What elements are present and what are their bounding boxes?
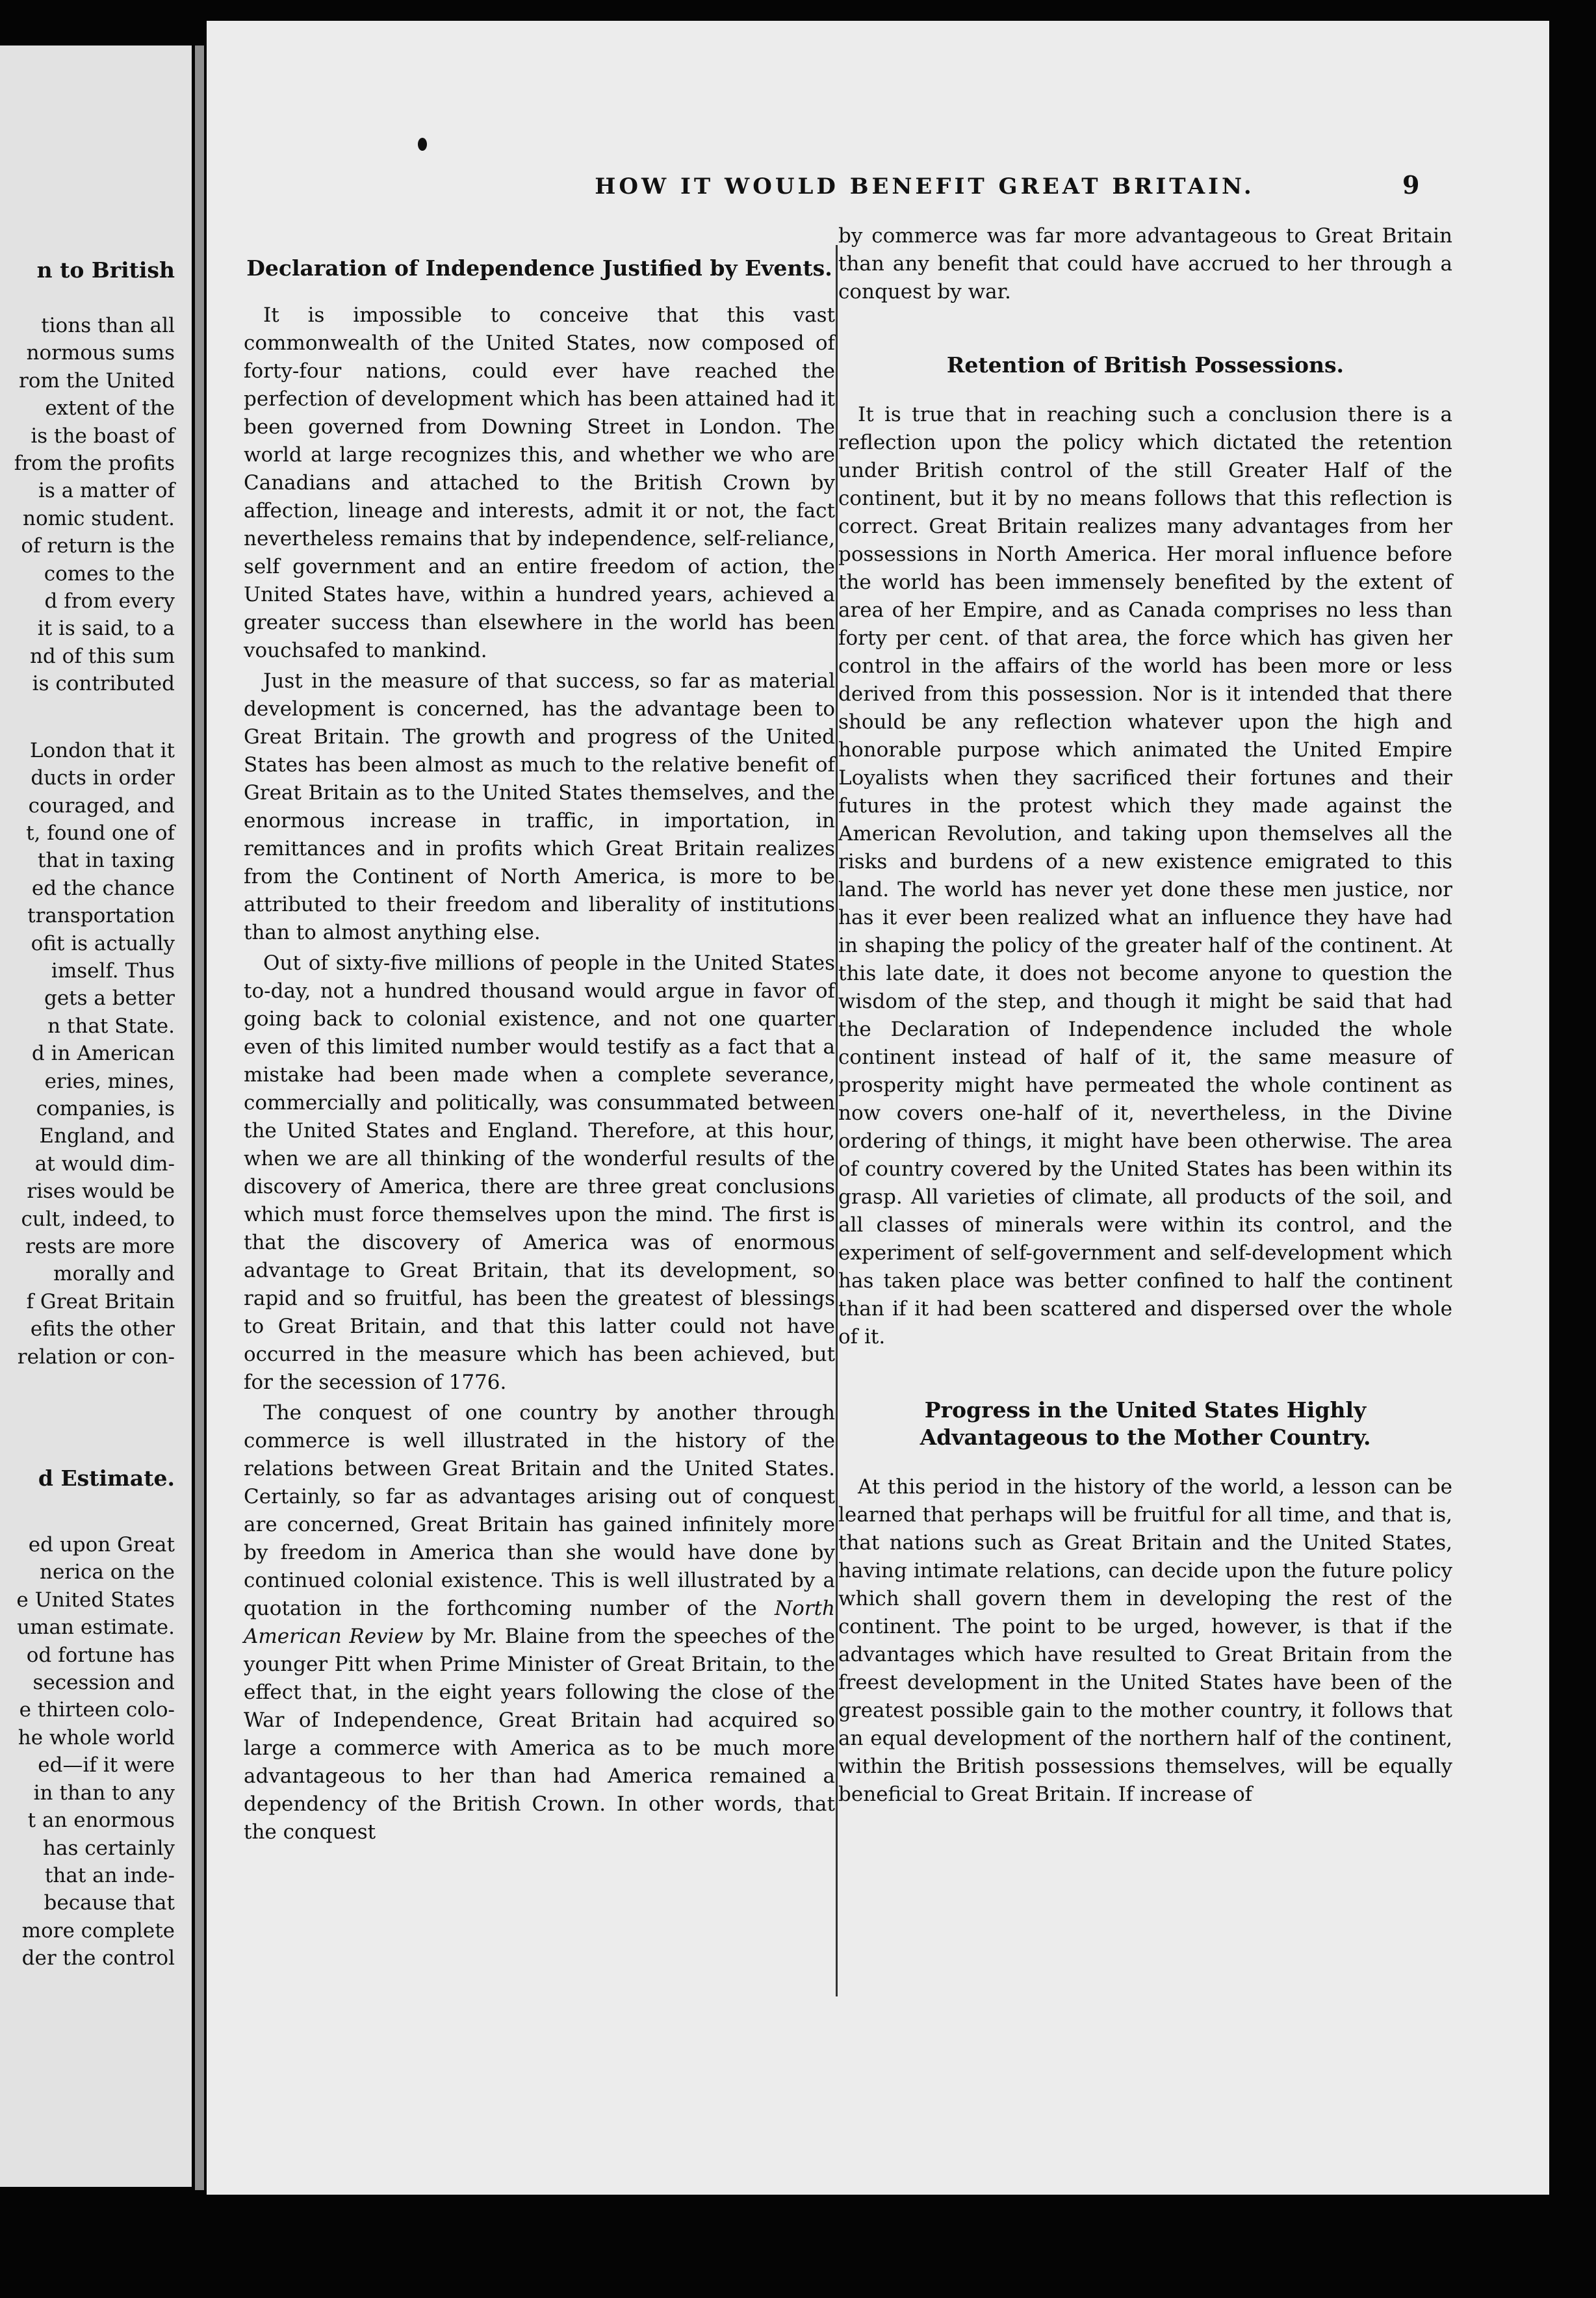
facing-line: that in taxing — [37, 849, 175, 873]
facing-line: London that it — [29, 738, 175, 762]
facing-line: relation or con- — [17, 1345, 175, 1369]
paragraph-text: by Mr. Blaine from the speeches of the younger Pitt when Prime Minister of Great Britain, to the effect that, in the eight years following the close of the War of Independence, Great Britain had acquired so large a commerce with America as to be much more advantageous to her than had America remained a dependency of the British Crown. In other words, that the conquest — [244, 1625, 835, 1844]
facing-line: der the control — [21, 1946, 175, 1970]
facing-line: ofit is actually — [31, 931, 175, 955]
facing-line: rom the United — [18, 368, 175, 393]
facing-line: od fortune has — [26, 1643, 175, 1667]
facing-line: at would dim- — [34, 1152, 175, 1176]
facing-heading-b: d Estimate. — [38, 1465, 175, 1491]
column-right — [838, 222, 1452, 1809]
section-heading-declaration: Declaration of Independence Justified by Events. — [246, 255, 832, 281]
facing-line: ed upon Great — [28, 1533, 175, 1557]
facing-line: rises would be — [27, 1180, 175, 1204]
facing-line: uman estimate. — [17, 1616, 175, 1640]
facing-line: nomic student. — [23, 506, 175, 530]
facing-line: England, and — [39, 1124, 175, 1148]
column-rule — [836, 245, 838, 1996]
periodical-title: North American Review — [244, 1597, 835, 1648]
section-heading-progress: Progress in the United States Highly Advantageous to the Mother Country. — [920, 1397, 1371, 1450]
paragraph-text: The conquest of one country by another through commerce is well illustrated in the history of the relations between Great Britain and the United States. Certainly, so far as advantages arising out of conquest are concerned, Great Britain has gained infinitely more by freedom in America than she would have done by continued colonial existence. This is well illustrated by a quotation in the forthcoming number of the — [244, 1401, 835, 1620]
facing-heading-a: n to British — [36, 257, 175, 283]
facing-line: cult, indeed, to — [21, 1207, 175, 1231]
facing-line: nerica on the — [40, 1560, 175, 1584]
facing-line: e thirteen colo- — [19, 1698, 175, 1722]
facing-line: t, found one of — [26, 821, 175, 845]
facing-page-fragment — [0, 45, 192, 2187]
facing-line: e United States — [16, 1588, 175, 1612]
paragraph — [244, 1399, 835, 1846]
facing-line: ducts in order — [31, 766, 175, 790]
page-gutter — [195, 45, 204, 2190]
facing-line: d in American — [31, 1042, 175, 1066]
paragraph: Just in the measure of that success, so far as material development is concerned, has the advantage been to Great Britain. The growth and progress of the United States has been almost as much to the relative benefit of Great Britain as to the United States themselves, and the enormous increase in traffic, in importation, in remittances and in profits which Great Britain realizes from the Continent of North America, is more to be attributed to their freedom and liberality of institutions than to almost anything else. — [244, 669, 835, 944]
facing-line: efits the other — [30, 1317, 175, 1341]
facing-line: gets a better — [44, 987, 175, 1011]
facing-line: n that State. — [47, 1014, 175, 1038]
ink-spot — [418, 138, 427, 151]
facing-line: imself. Thus — [51, 959, 175, 983]
facing-line: he whole world — [18, 1725, 175, 1749]
facing-line: d from every — [44, 589, 175, 613]
running-head: HOW IT WOULD BENEFIT GREAT BRITAIN. — [595, 174, 1255, 200]
main-page — [207, 21, 1549, 2195]
facing-line: tions than all — [41, 314, 175, 337]
facing-line: from the profits — [14, 452, 175, 476]
section-heading-retention: Retention of British Possessions. — [946, 352, 1345, 378]
facing-line: morally and — [53, 1262, 175, 1286]
facing-line: transportation — [27, 904, 175, 928]
paragraph: It is impossible to conceive that this vast commonwealth of the United States, now composed of forty-four nations, could ever have reached the perfection of development which has been attained had it been governed from Downing Street in London. The world at large recognizes this, and whether we who are Canadians and attached to the British Crown by affection, lineage and interests, admit it or not, the fact nevertheless remains that by independence, self-reliance, self government and an entire freedom of action, the United States have, within a hundred years, achieved a greater success than elsewhere in the world has been vouchsafed to mankind. — [244, 303, 835, 662]
facing-line: nd of this sum — [29, 644, 175, 668]
facing-line: ed the chance — [31, 876, 175, 900]
paragraph: It is true that in reaching such a conclusion there is a reflection upon the policy which dictated the retention under British control of the still Greater Half of the continent, but it by no means follows that this reflection is correct. Great Britain realizes many advantages from her possessions in North America. Her moral influence before the world has been immensely benefited by the extent of area of her Empire, and as Canada comprises no less than forty per cent. of that area, the force which has given her control in the affairs of the world has been more or less derived from this possession. Nor is it intended that there should be any reflection whatever upon the high and honorable purpose which animated the United Empire Loyalists when they sacrificed their fortunes and their futures in the protest which they made against the American Revolution, and taking upon themselves all the risks and burdens of a new existence emigrated to this land. The world has never yet done these men justice, nor has it ever been realized what an influence they have had in shaping the policy of the greater half of the continent. At this late date, it does not become anyone to question the wisdom of the step, and though it might be said that had the Declaration of Independence included the whole continent instead of half of it, the same measure of prosperity might have permeated the whole continent as now covers one-half of it, nevertheless, in the Divine ordering of things, it might have been otherwise. The area of country covered by the United States has been within its grasp. All varieties of climate, all products of the soil, and all classes of minerals were within its control, and the experiment of self-government and self-development which has taken place was better confined to half the continent than if it had been scattered and dispersed over the whole of it. — [838, 403, 1452, 1349]
facing-line: more complete — [21, 1918, 175, 1943]
facing-line: f Great Britain — [26, 1289, 175, 1313]
facing-line: t an enormous — [27, 1809, 175, 1833]
facing-line: couraged, and — [28, 794, 175, 818]
paragraph-continued: by commerce was far more advantageous to Great Britain than any benefit that could have accrued to her through a conquest by war. — [838, 224, 1452, 303]
facing-line: ed—if it were — [38, 1753, 175, 1777]
facing-line: that an inde- — [44, 1863, 175, 1887]
facing-line: because that — [44, 1891, 175, 1915]
facing-line: companies, is — [36, 1096, 175, 1120]
facing-line: secession and — [32, 1671, 175, 1695]
facing-line: comes to the — [44, 562, 175, 586]
facing-line: it is said, to a — [37, 617, 175, 641]
column-left — [244, 255, 835, 1846]
facing-line: eries, mines, — [44, 1069, 175, 1093]
facing-line: extent of the — [45, 396, 175, 420]
facing-page-text — [0, 257, 175, 1972]
facing-line: is contributed — [32, 672, 175, 696]
facing-line: in than to any — [33, 1781, 175, 1805]
facing-line: has certainly — [43, 1836, 175, 1860]
paragraph: At this period in the history of the world, a lesson can be learned that perhaps will be fruitful for all time, and that is, that nations such as Great Britain and the United States, having intimate relations, can decide upon the future policy which shall govern them in developing the rest of the continent. The point to be urged, however, is that if the advantages which have resulted to Great Britain from the freest development in the United States have been of the greatest possible gain to the mother country, it follows that an equal development of the northern half of the continent, within the British possessions themselves, will be equally beneficial to Great Britain. If increase of — [838, 1475, 1452, 1806]
paragraph: Out of sixty-five millions of people in the United States to-day, not a hundred thousand would argue in favor of going back to colonial existence, and not one quarter even of this limited number would testify as a fact that a mistake had been made when a complete severance, commercially and politically, was consummated between the United States and England. Therefore, at this hour, when we are all thinking of the wonderful results of the discovery of America, there are three great conclusions which must force themselves upon the mind. The first is that the discovery of America was of enormous advantage to Great Britain, that its development, so rapid and so fruitful, has been the greatest of blessings to Great Britain, and that this latter could not have occurred in the measure which has been achieved, but for the secession of 1776. — [244, 951, 835, 1394]
facing-line: is the boast of — [31, 424, 175, 448]
page-number: 9 — [1402, 170, 1420, 200]
facing-line: rests are more — [25, 1235, 175, 1258]
facing-line: of return is the — [21, 534, 175, 558]
facing-line: is a matter of — [38, 479, 175, 503]
facing-line: normous sums — [26, 341, 175, 365]
